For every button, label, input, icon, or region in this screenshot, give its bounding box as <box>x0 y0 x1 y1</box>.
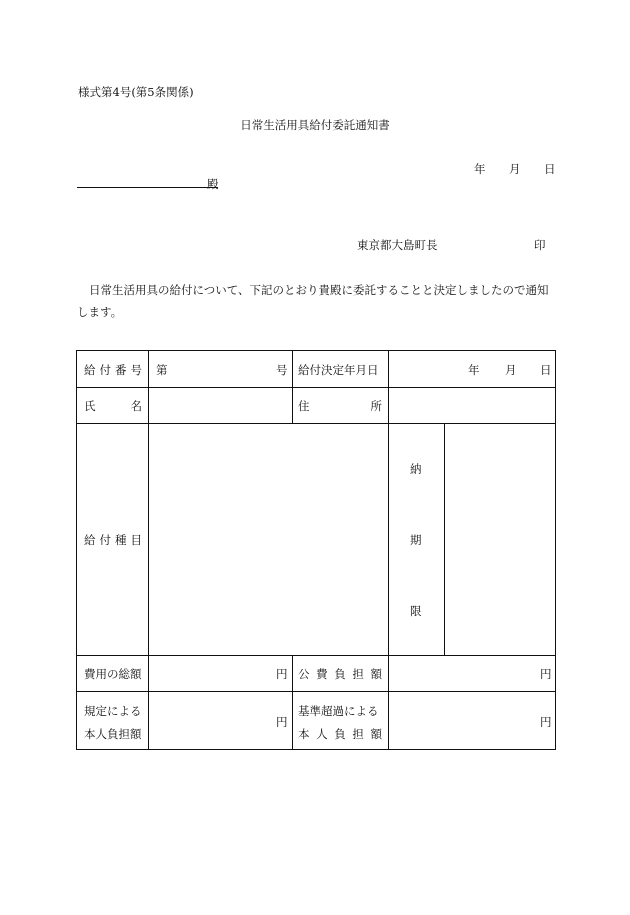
notice-table <box>76 350 556 750</box>
form-number: 様式第4号(第5条関係) <box>78 85 194 99</box>
notice-body: 日常生活用具の給付について、下記のとおり貴殿に委託することと決定しましたので通知します。 <box>77 283 549 319</box>
item-type-label: 給 付 種 目 <box>84 533 142 547</box>
excess-burden-unit: 円 <box>540 715 552 729</box>
addressee-blank <box>77 187 218 188</box>
address-label: 住 所 <box>298 399 382 413</box>
document-title: 日常生活用具給付委託通知書 <box>240 118 390 132</box>
total-cost-unit: 円 <box>276 667 288 681</box>
regulated-burden-label-1: 規定による <box>84 704 142 718</box>
excess-burden-label-2: 本 人 負 担 額 <box>298 727 382 741</box>
decision-date-day: 日 <box>540 363 552 377</box>
number-prefix: 第 <box>156 363 168 377</box>
excess-burden-label-1: 基準超過による <box>298 704 379 718</box>
decision-date-year: 年 <box>468 363 480 377</box>
seal-mark: 印 <box>534 238 546 252</box>
addressee-honorific: 殿 <box>207 177 219 191</box>
name-label: 氏 名 <box>84 399 142 413</box>
date-month: 月 <box>509 162 521 176</box>
public-burden-unit: 円 <box>540 667 552 681</box>
deadline-label-2: 期 <box>410 533 422 547</box>
decision-date-label: 給付決定年月日 <box>298 363 379 377</box>
date-day: 日 <box>544 162 556 176</box>
number-suffix: 号 <box>276 363 288 377</box>
regulated-burden-unit: 円 <box>276 715 288 729</box>
total-cost-label: 費用の総額 <box>84 667 142 681</box>
date-year: 年 <box>474 162 486 176</box>
deadline-label-3: 限 <box>410 604 422 618</box>
deadline-label-1: 納 <box>410 462 422 476</box>
issuer-name: 東京都大島町長 <box>357 238 438 252</box>
kyufu-bango-label: 給 付 番 号 <box>84 363 142 377</box>
regulated-burden-label-2: 本人負担額 <box>84 727 142 741</box>
decision-date-month: 月 <box>505 363 517 377</box>
public-burden-label: 公 費 負 担 額 <box>298 667 382 681</box>
